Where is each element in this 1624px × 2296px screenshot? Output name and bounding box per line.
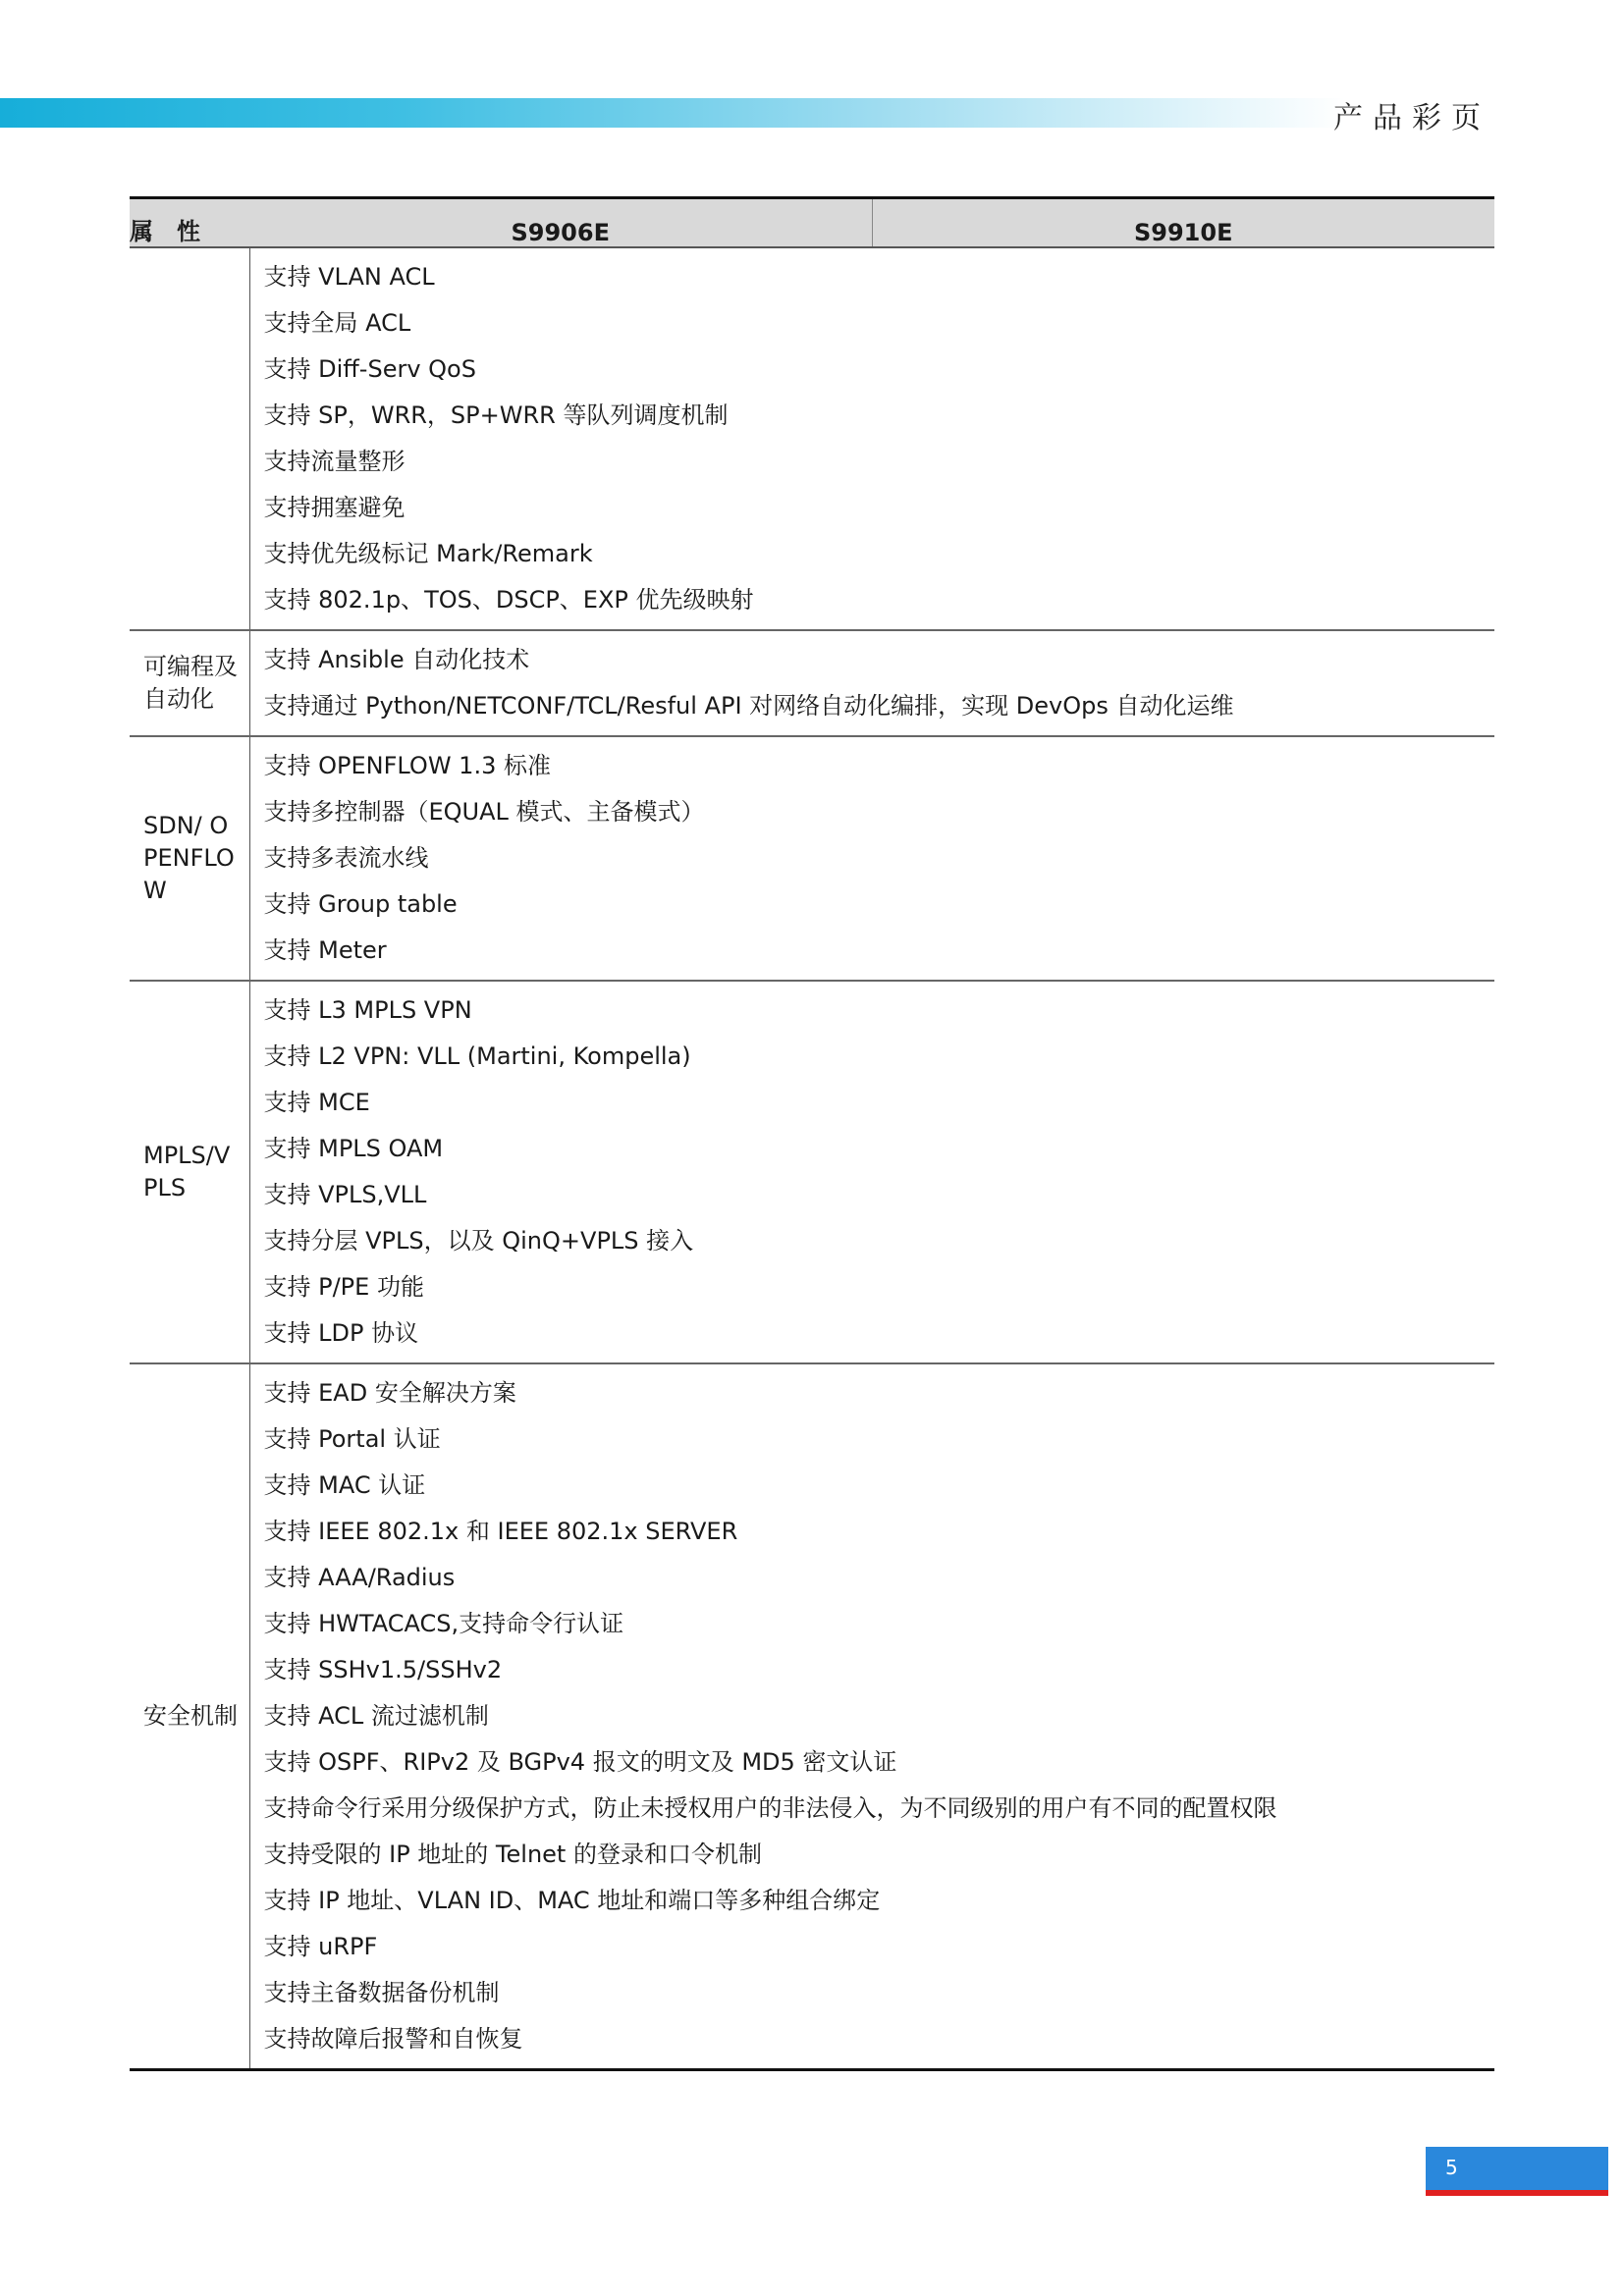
feature-item: 支持多表流水线 — [263, 844, 429, 872]
feature-item: 支持故障后报警和自恢复 — [263, 2025, 523, 2053]
feature-item: 支持 MAC 认证 — [263, 1471, 426, 1499]
feature-item: 支持优先级标记 Mark/Remark — [263, 540, 593, 567]
feature-item: 支持 OPENFLOW 1.3 标准 — [263, 752, 551, 779]
features-cell — [249, 247, 1494, 630]
feature-item: 支持受限的 IP 地址的 Telnet 的登录和口令机制 — [263, 1841, 762, 1868]
feature-item: 支持 MCE — [263, 1089, 370, 1116]
feature-item: 支持 SSHv1.5/SSHv2 — [263, 1656, 503, 1683]
feature-item: 支持多控制器（EQUAL 模式、主备模式） — [263, 798, 705, 826]
feature-item: 支持 uRPF — [263, 1933, 378, 1960]
feature-item: 支持 Group table — [263, 890, 458, 918]
page-header-title: 产品彩页 — [1333, 101, 1490, 135]
features-cell — [249, 736, 1494, 981]
features-cell — [249, 630, 1494, 736]
feature-item: 支持 AAA/Radius — [263, 1564, 456, 1591]
feature-item: 支持 HWTACACS,支持命令行认证 — [263, 1610, 624, 1637]
spec-table — [130, 196, 1494, 2071]
features-cell — [249, 1363, 1494, 2070]
features-cell — [249, 981, 1494, 1363]
table-row — [130, 736, 1494, 981]
table-header-row — [130, 198, 1494, 248]
feature-item: 支持 Ansible 自动化技术 — [263, 646, 530, 673]
feature-item: 支持分层 VPLS，以及 QinQ+VPLS 接入 — [263, 1227, 694, 1255]
table-row — [130, 630, 1494, 736]
attribute-cell: 可编程及自动化 — [130, 630, 249, 736]
feature-item: 支持 L3 MPLS VPN — [263, 996, 472, 1024]
header-model-a: S9906E — [249, 198, 872, 248]
feature-item: 支持 VPLS,VLL — [263, 1181, 427, 1208]
feature-item: 支持拥塞避免 — [263, 494, 406, 521]
feature-item: 支持 P/PE 功能 — [263, 1273, 424, 1301]
feature-item: 支持主备数据备份机制 — [263, 1979, 500, 2006]
header-model-b: S9910E — [872, 198, 1494, 248]
feature-item: 支持 OSPF、RIPv2 及 BGPv4 报文的明文及 MD5 密文认证 — [263, 1748, 897, 1776]
attribute-cell: 安全机制 — [130, 1363, 249, 2070]
feature-item: 支持 L2 VPN: VLL (Martini, Kompella) — [263, 1042, 691, 1070]
feature-item: 支持 LDP 协议 — [263, 1319, 419, 1347]
attribute-cell: SDN/ OPENFLOW — [130, 736, 249, 981]
feature-item: 支持流量整形 — [263, 448, 406, 475]
feature-item: 支持 Diff-Serv QoS — [263, 355, 476, 383]
feature-item: 支持 Meter — [263, 936, 387, 964]
attribute-cell — [130, 247, 249, 630]
feature-item: 支持 ACL 流过滤机制 — [263, 1702, 489, 1730]
attribute-cell: MPLS/VPLS — [130, 981, 249, 1363]
feature-item: 支持通过 Python/NETCONF/TCL/Resful API 对网络自动化编排，实现 DevOps 自动化运维 — [263, 692, 1234, 720]
table-row — [130, 247, 1494, 630]
feature-item: 支持 802.1p、TOS、DSCP、EXP 优先级映射 — [263, 586, 754, 614]
table-row — [130, 1363, 1494, 2070]
page-number: 5 — [1445, 2156, 1458, 2179]
page-number-box — [1426, 2147, 1608, 2196]
feature-item: 支持全局 ACL — [263, 309, 411, 337]
spec-table-body — [130, 247, 1494, 2070]
feature-item: 支持命令行采用分级保护方式，防止未授权用户的非法侵入，为不同级别的用户有不同的配置权限 — [263, 1794, 1277, 1822]
feature-item: 支持 Portal 认证 — [263, 1425, 441, 1453]
feature-item: 支持 SP，WRR，SP+WRR 等队列调度机制 — [263, 401, 729, 429]
feature-item: 支持 EAD 安全解决方案 — [263, 1379, 516, 1407]
table-row — [130, 981, 1494, 1363]
header-attribute: 属 性 — [130, 198, 249, 248]
header-gradient-bar — [0, 98, 1345, 128]
feature-item: 支持 IP 地址、VLAN ID、MAC 地址和端口等多种组合绑定 — [263, 1887, 881, 1914]
feature-item: 支持 IEEE 802.1x 和 IEEE 802.1x SERVER — [263, 1518, 738, 1545]
feature-item: 支持 VLAN ACL — [263, 263, 435, 291]
feature-item: 支持 MPLS OAM — [263, 1135, 444, 1162]
